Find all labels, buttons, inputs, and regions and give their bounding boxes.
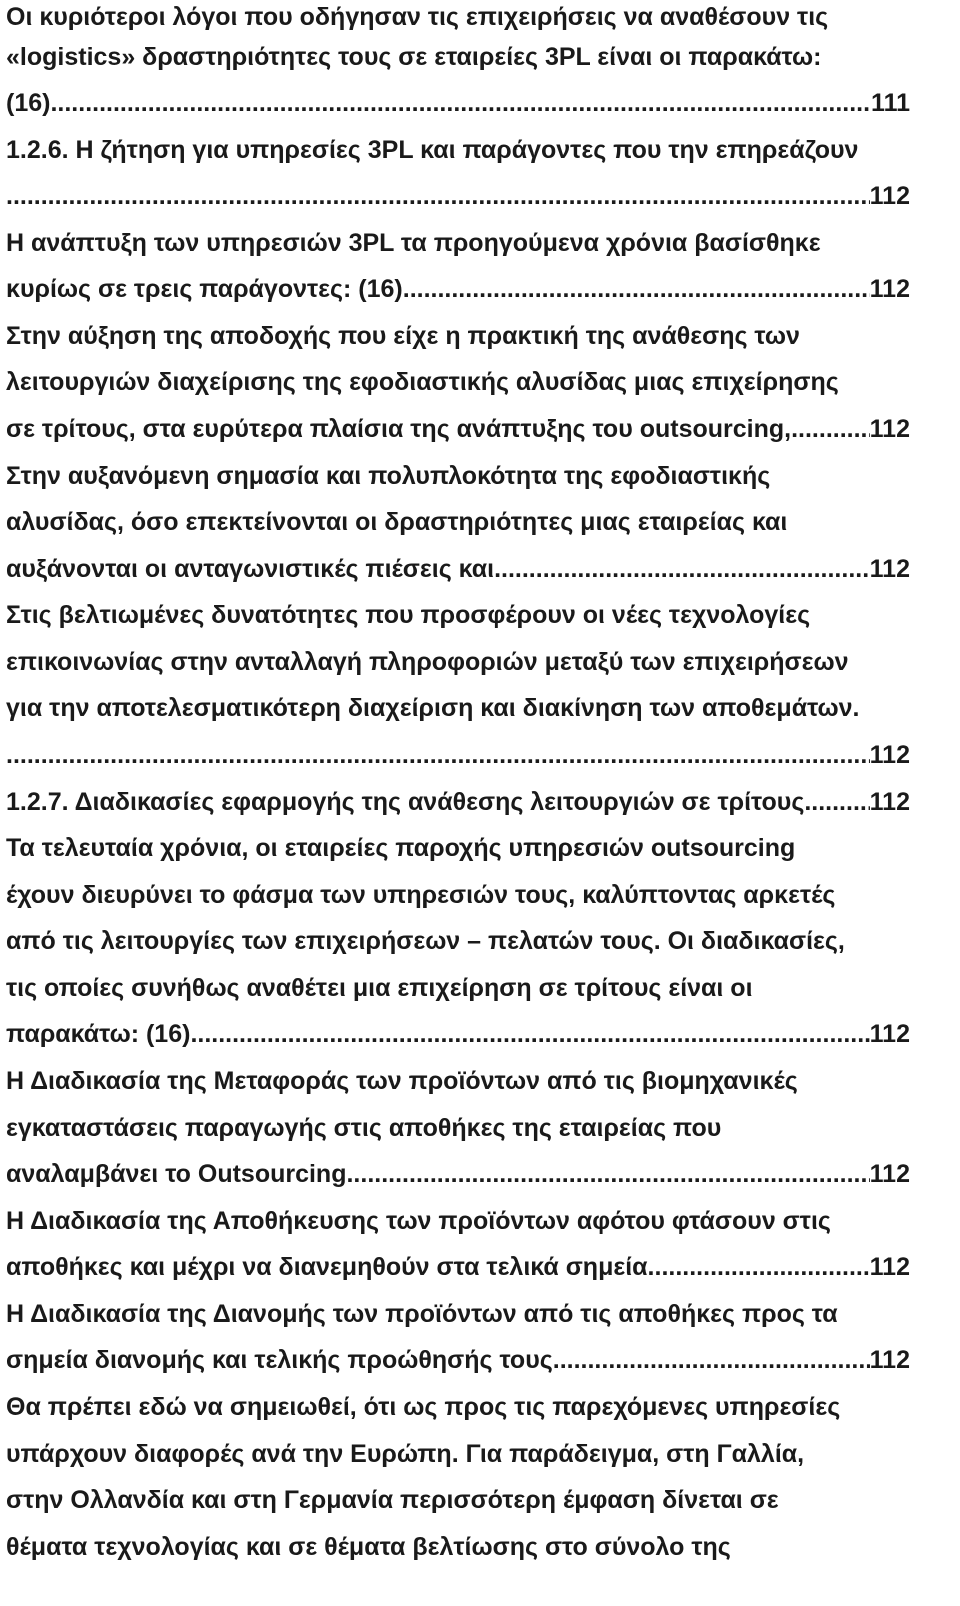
toc-page-number: 112 (869, 182, 910, 210)
toc-entry-text: 1.2.7. Διαδικασίες εφαρμογής της ανάθεσης λειτουργιών σε τρίτους (6, 788, 805, 816)
toc-line (6, 598, 910, 632)
toc-line-text: έχουν διευρύνει το φάσμα των υπηρεσιών τους, καλύπτοντας αρκετές (6, 881, 836, 909)
toc-entry-text: αναλαμβάνει το Outsourcing (6, 1160, 347, 1188)
toc-page-number: 112 (869, 788, 910, 816)
toc-page-number: 111 (871, 89, 910, 117)
toc-line-text: Η ανάπτυξη των υπηρεσιών 3PL τα προηγούμενα χρόνια βασίσθηκε (6, 229, 821, 257)
toc-line (6, 40, 910, 74)
toc-page-number: 112 (869, 1253, 910, 1281)
toc-line (6, 1437, 910, 1471)
toc-line (6, 1064, 910, 1098)
toc-entry[interactable] (6, 738, 910, 772)
toc-line (6, 319, 910, 353)
toc-entry-text: αποθήκες και μέχρι να διανεμηθούν στα τελικά σημεία. (6, 1253, 655, 1281)
toc-line-text: από τις λειτουργίες των επιχειρήσεων – πελατών τους. Οι διαδικασίες, (6, 927, 845, 955)
toc-page-number: 112 (869, 741, 910, 769)
toc-line-text: τις οποίες συνήθως αναθέτει μια επιχείρηση σε τρίτους είναι οι (6, 974, 753, 1002)
toc-line (6, 645, 910, 679)
toc-line-text: Η Διαδικασία της Διανομής των προϊόντων από τις αποθήκες προς τα (6, 1300, 838, 1328)
toc-line (6, 505, 910, 539)
toc-line-text: υπάρχουν διαφορές ανά την Ευρώπη. Για παράδειγμα, στη Γαλλία, (6, 1440, 805, 1468)
toc-line (6, 691, 910, 725)
toc-leader-dots (346, 1157, 869, 1191)
toc-line (6, 971, 910, 1005)
toc-line (6, 459, 910, 493)
toc-page-number: 112 (869, 1020, 910, 1048)
toc-line-text: Στην αυξανόμενη σημασία και πολυπλοκότητα της εφοδιαστικής (6, 462, 771, 490)
toc-line (6, 878, 910, 912)
toc-line-text: για την αποτελεσματικότερη διαχείριση και διακίνηση των αποθεμάτων. (6, 694, 860, 722)
toc-entry[interactable] (6, 552, 910, 586)
toc-leader-dots (190, 1017, 869, 1051)
toc-line (6, 365, 910, 399)
toc-line-text: επικοινωνίας στην ανταλλαγή πληροφοριών μεταξύ των επιχειρήσεων (6, 648, 849, 676)
toc-leader-dots (494, 552, 870, 586)
toc-entry-text: αυξάνονται οι ανταγωνιστικές πιέσεις και (6, 555, 495, 583)
toc-line-text: Η Διαδικασία της Μεταφοράς των προϊόντων από τις βιομηχανικές (6, 1067, 798, 1095)
toc-entry[interactable] (6, 1157, 910, 1191)
toc-entry[interactable] (6, 1017, 910, 1051)
toc-entry[interactable] (6, 412, 910, 446)
toc-line (6, 1111, 910, 1145)
toc-line-text: εγκαταστάσεις παραγωγής στις αποθήκες της εταιρείας που (6, 1114, 722, 1142)
toc-line (6, 1204, 910, 1238)
toc-line-text: 1.2.6. Η ζήτηση για υπηρεσίες 3PL και παράγοντες που την επηρεάζουν (6, 136, 859, 164)
toc-section-heading (6, 133, 910, 167)
toc-entry-text: (16). (6, 89, 58, 117)
toc-entry[interactable] (6, 86, 910, 120)
toc-page-number: 112 (869, 555, 910, 583)
toc-entry[interactable] (6, 1250, 910, 1284)
toc-entry-text: σημεία διανομής και τελικής προώθησής τους (6, 1346, 553, 1374)
toc-line (6, 924, 910, 958)
toc-line-text: λειτουργιών διαχείρισης της εφοδιαστικής αλυσίδας μιας επιχείρησης (6, 368, 839, 396)
toc-entry-text: κυρίως σε τρεις παράγοντες: (16). (6, 275, 410, 303)
toc-line-text: «logistics» δραστηριότητες τους σε εταιρείες 3PL είναι οι παρακάτω: (6, 43, 822, 71)
toc-page-number: 112 (869, 275, 910, 303)
toc-line-text: Τα τελευταία χρόνια, οι εταιρείες παροχής υπηρεσιών outsourcing (6, 834, 796, 862)
toc-leader-dots (791, 412, 870, 446)
toc-line (6, 226, 910, 260)
toc-page-number: 112 (869, 415, 910, 443)
toc-entry-text: παρακάτω: (16) (6, 1020, 191, 1048)
toc-leader-dots (804, 785, 869, 819)
toc-line-text: Θα πρέπει εδώ να σημειωθεί, ότι ως προς τις παρεχόμενες υπηρεσίες (6, 1393, 841, 1421)
toc-leader-dots (655, 1250, 870, 1284)
toc-line (6, 1530, 910, 1564)
toc-leader-dots (6, 179, 870, 213)
toc-entry[interactable] (6, 1343, 910, 1377)
toc-leader-dots (410, 272, 870, 306)
toc-line-text: Στην αύξηση της αποδοχής που είχε η πρακτική της ανάθεσης των (6, 322, 800, 350)
toc-line-text: θέματα τεχνολογίας και σε θέματα βελτίωσης στο σύνολο της (6, 1533, 731, 1561)
toc-entry[interactable] (6, 272, 910, 306)
toc-line (6, 1297, 910, 1331)
toc-leader-dots (553, 1343, 870, 1377)
toc-page-number: 112 (869, 1160, 910, 1188)
toc-line (6, 1390, 910, 1424)
toc-line (6, 1483, 910, 1517)
toc-section-entry[interactable] (6, 785, 910, 819)
toc-page-number: 112 (869, 1346, 910, 1374)
toc-line-text: αλυσίδας, όσο επεκτείνονται οι δραστηριότητες μιας εταιρείας και (6, 508, 788, 536)
toc-entry-text: σε τρίτους, στα ευρύτερα πλαίσια της ανάπτυξης του outsourcing, (6, 415, 792, 443)
toc-line-text: Στις βελτιωμένες δυνατότητες που προσφέρουν οι νέες τεχνολογίες (6, 601, 811, 629)
toc-line-text: Η Διαδικασία της Αποθήκευσης των προϊόντων αφότου φτάσουν στις (6, 1207, 831, 1235)
toc-line (6, 831, 910, 865)
toc-line-text: Οι κυριότεροι λόγοι που οδήγησαν τις επιχειρήσεις να αναθέσουν τις (6, 3, 829, 31)
toc-leader-dots (6, 738, 870, 772)
toc-line-text: στην Ολλανδία και στη Γερμανία περισσότερη έμφαση δίνεται σε (6, 1486, 779, 1514)
toc-line (6, 0, 910, 34)
toc-entry[interactable] (6, 179, 910, 213)
toc-leader-dots (57, 86, 871, 120)
